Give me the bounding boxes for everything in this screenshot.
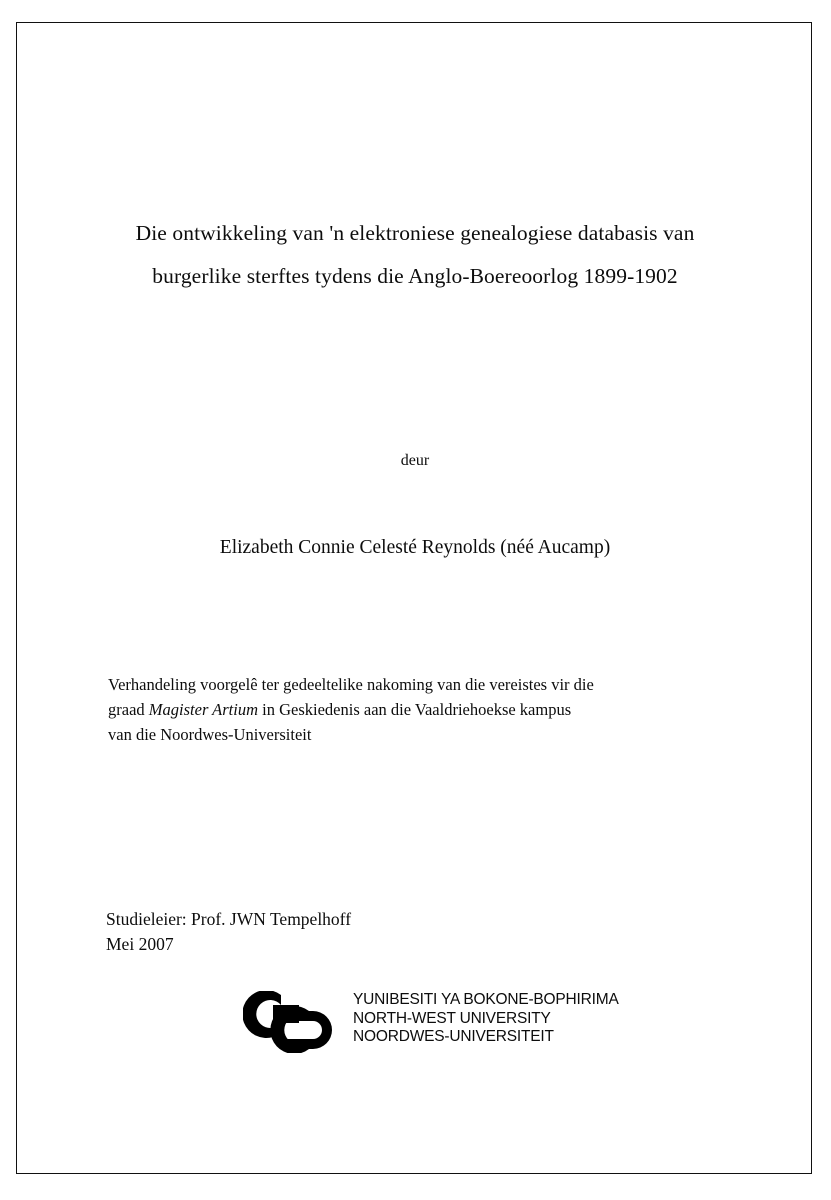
logo-text-line-1: YUNIBESITI YA BOKONE-BOPHIRIMA xyxy=(353,991,619,1008)
logo-text-line-3: NOORDWES-UNIVERSITEIT xyxy=(353,1028,554,1046)
degree-statement-line-2-b: in Geskiedenis aan die Vaaldriehoekse kampus xyxy=(258,700,572,719)
title-line-1: Die ontwikkeling van 'n elektroniese genealogiese databasis van xyxy=(135,221,695,245)
degree-name-italic: Magister Artium xyxy=(148,700,259,719)
university-logo-text xyxy=(353,991,619,1047)
degree-statement-line-2-a: graad xyxy=(108,700,149,719)
by-word: deur xyxy=(400,452,430,469)
supervisor-block xyxy=(106,907,606,957)
degree-statement xyxy=(108,672,728,747)
title-page-content xyxy=(100,22,730,1174)
degree-statement-line-1: Verhandeling voorgelê ter gedeeltelike nakoming van die vereistes vir die xyxy=(108,675,594,694)
university-logo xyxy=(243,989,623,1059)
author-name: Elizabeth Connie Celesté Reynolds (néé Aucamp) xyxy=(219,537,611,558)
degree-statement-line-2 xyxy=(108,697,728,722)
date-line: Mei 2007 xyxy=(106,934,174,954)
degree-statement-line-3: van die Noordwes-Universiteit xyxy=(108,725,312,744)
nwu-logo-mark-icon xyxy=(243,991,348,1053)
logo-text-line-2: NORTH-WEST UNIVERSITY xyxy=(353,1009,551,1027)
title-line-2: burgerlike sterftes tydens die Anglo-Boereoorlog 1899-1902 xyxy=(152,264,678,288)
thesis-title xyxy=(100,212,730,298)
supervisor-line: Studieleier: Prof. JWN Tempelhoff xyxy=(106,909,352,929)
